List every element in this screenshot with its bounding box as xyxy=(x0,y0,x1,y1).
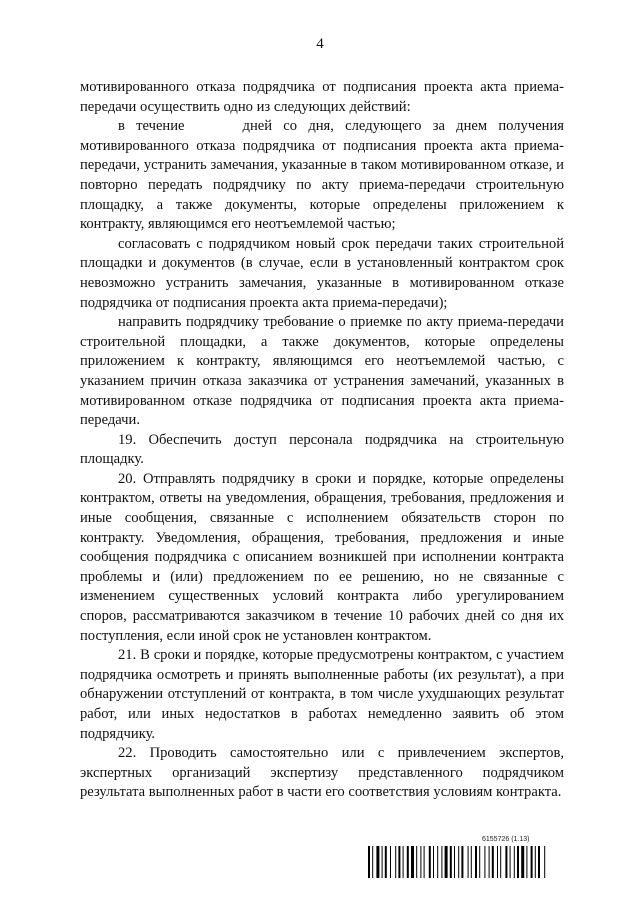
option-fix-start: в течение xyxy=(118,118,185,135)
paragraph-option-demand: направить подрядчику требование о приемке по акту приема-передачи строительной площадки, а также документов, которые определены приложением к контракту, являющимся его неотъемлемой частью, с указанием причин отказа заказчика от устранения замечаний, указанных в мотивированном отказе подрядчика от подписания проекта акта приема-передачи. xyxy=(80,314,564,429)
paragraph-intro: мотивированного отказа подрядчика от подписания проекта акта приема-передачи осуществить одно из следующих действий: xyxy=(80,79,564,115)
document-body xyxy=(80,78,564,803)
paragraph-22: 22. Проводить самостоятельно или с привлечением экспертов, экспертных организаций экспертизу представленного подрядчиком результата выполненных работ в части его соответствия условиям контракта. xyxy=(80,745,564,801)
barcode-number: 6155726 (1.13) xyxy=(482,836,530,843)
barcode-icon xyxy=(368,846,590,878)
option-fix-rest: дней со дня, следующего за днем получения мотивированного отказа подрядчика от подписания проекта акта приема-передачи, устранить замечания, указанные в таком мотивированном отказе, и повторно передать подрядчику по акту приема-передачи строительную площадку, а также документы, которые определены приложением к контракту, являющимся его неотъемлемой частью; xyxy=(80,118,565,233)
paragraph-option-new-term: согласовать с подрядчиком новый срок передачи таких строительной площадки и документов (в случае, если в установленный контрактом срок невозможно устранить замечания, указанные в мотивированном отказе подрядчика от подписания проекта акта приема-передачи); xyxy=(80,235,564,311)
paragraph-option-fix xyxy=(80,117,564,235)
page-number: 4 xyxy=(316,36,324,52)
paragraph-20: 20. Отправлять подрядчику в сроки и порядке, которые определены контрактом, ответы на уведомления, обращения, требования, предложения и иные сообщения, связанные с исполнением обязательств сторон по контракту. Уведомления, обращения, требования, предложения и иные сообщения подрядчика с описанием возникшей при исполнении контракта проблемы и (или) предложением по ее решению, но не связанные с изменением существенных условий контракта либо урегулированием споров, рассматриваются заказчиком в течение 10 рабочих дней со дня их поступления, если иной срок не установлен контрактом. xyxy=(80,470,564,644)
paragraph-21: 21. В сроки и порядке, которые предусмотрены контрактом, с участием подрядчика осмотреть и принять выполненные работы (их результат), а при обнаружении отступлений от контракта, в том числе ухудшающих результат работ, или иных недостатков в работах немедленно заявить об этом подрядчику. xyxy=(80,647,564,742)
paragraph-19: 19. Обеспечить доступ персонала подрядчика на строительную площадку. xyxy=(80,431,564,468)
